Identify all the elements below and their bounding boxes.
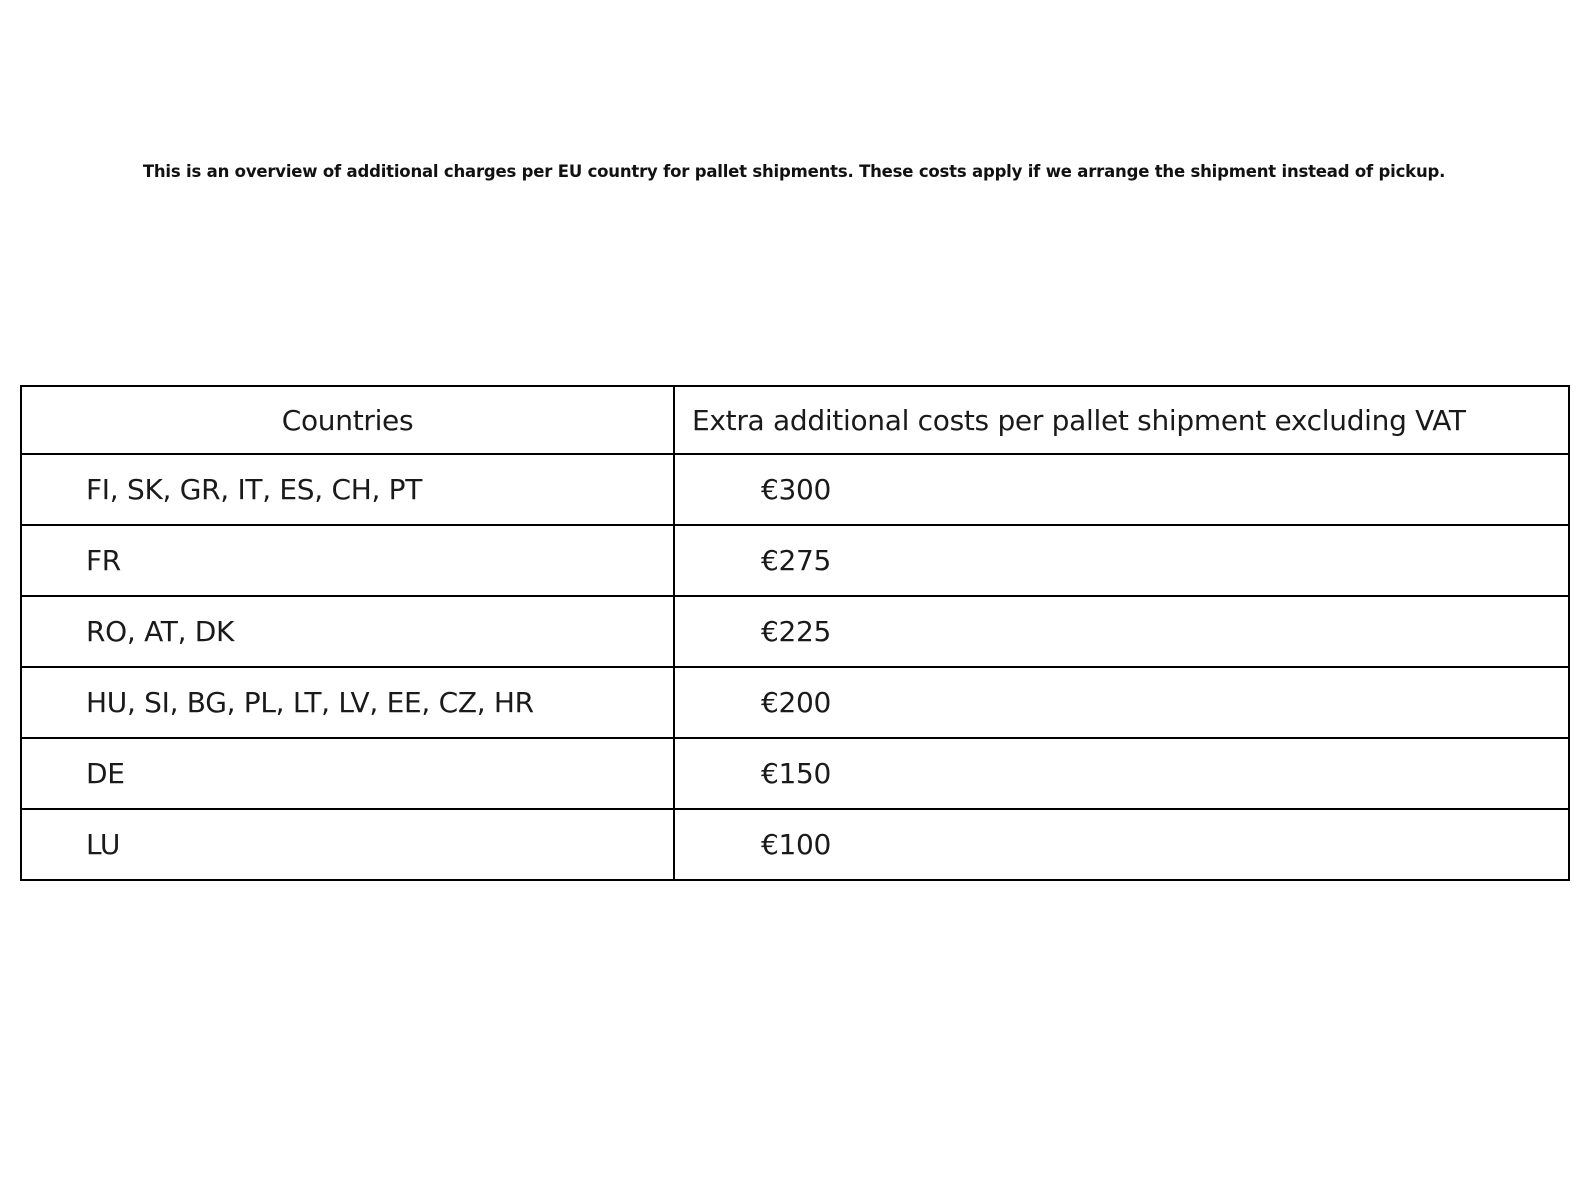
- countries-cell: LU: [21, 809, 674, 880]
- cost-cell: €275: [674, 525, 1569, 596]
- cost-cell: €300: [674, 454, 1569, 525]
- table-row: [21, 809, 1569, 880]
- cost-cell: €225: [674, 596, 1569, 667]
- cost-cell: €200: [674, 667, 1569, 738]
- countries-cell: FR: [21, 525, 674, 596]
- cost-cell: €150: [674, 738, 1569, 809]
- intro-text: This is an overview of additional charges per EU country for pallet shipments. These costs apply if we arrange the shipment instead of pickup.: [142, 162, 1446, 181]
- table-row: [21, 525, 1569, 596]
- countries-cell: DE: [21, 738, 674, 809]
- table-row: [21, 596, 1569, 667]
- header-row: [21, 386, 1569, 454]
- charges-table: [20, 385, 1570, 881]
- column-header-countries: Countries: [21, 386, 674, 454]
- countries-cell: RO, AT, DK: [21, 596, 674, 667]
- table-row: [21, 454, 1569, 525]
- countries-cell: HU, SI, BG, PL, LT, LV, EE, CZ, HR: [21, 667, 674, 738]
- table-row: [21, 667, 1569, 738]
- table-row: [21, 738, 1569, 809]
- column-header-costs: Extra additional costs per pallet shipment excluding VAT: [674, 386, 1569, 454]
- cost-cell: €100: [674, 809, 1569, 880]
- countries-cell: FI, SK, GR, IT, ES, CH, PT: [21, 454, 674, 525]
